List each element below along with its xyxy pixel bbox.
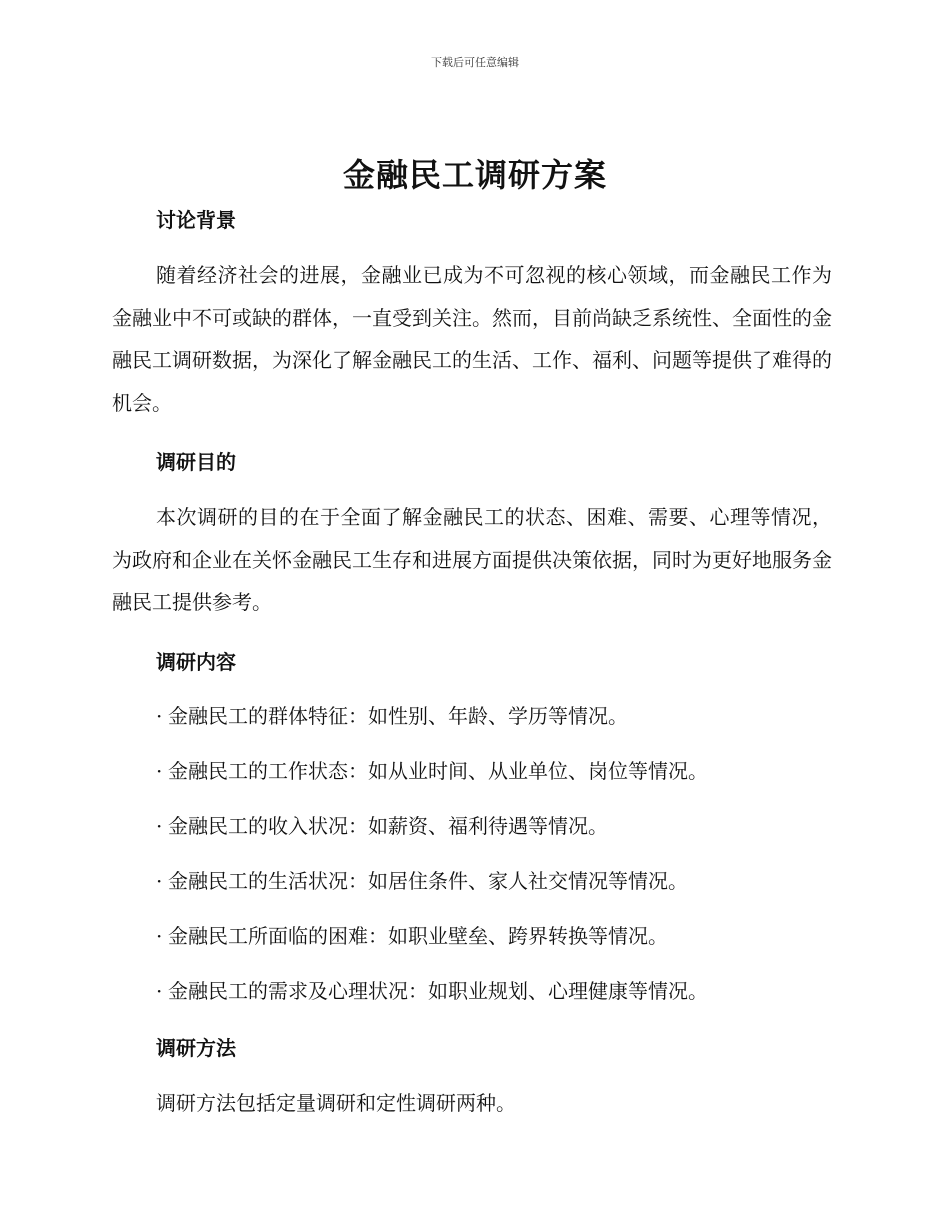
list-item-text: 金融民工的收入状况：如薪资、福利待遇等情况。 xyxy=(168,813,608,838)
document-body xyxy=(112,198,832,1140)
section-background xyxy=(112,198,832,424)
section-heading: 调研内容 xyxy=(156,649,236,674)
bullet-dot: · xyxy=(156,978,163,1003)
list-item xyxy=(112,696,832,736)
bullet-dot: · xyxy=(156,923,163,948)
section-paragraph: 随着经济社会的进展，金融业已成为不可忽视的核心领域，而金融民工作为金融业中不可或缺的群体，一直受到关注。然而，目前尚缺乏系统性、全面性的金融民工调研数据，为深化了解金融民工的生活、工作、福利、问题等提供了难得的机会。 xyxy=(112,263,832,415)
bullet-dot: · xyxy=(156,813,163,838)
section-paragraph: 调研方法包括定量调研和定性调研两种。 xyxy=(156,1090,516,1115)
list-item xyxy=(112,751,832,791)
section-method xyxy=(112,1026,832,1125)
list-item xyxy=(112,916,832,956)
section-heading: 调研目的 xyxy=(156,450,236,474)
section-purpose xyxy=(112,440,832,624)
list-item-text: 金融民工所面临的困难：如职业壁垒、跨界转换等情况。 xyxy=(168,923,668,948)
section-paragraph: 本次调研的目的在于全面了解金融民工的状态、困难、需要、心理等情况，为政府和企业在关怀金融民工生存和进展方面提供决策依据，同时为更好地服务金融民工提供参考。 xyxy=(112,505,832,614)
list-item xyxy=(112,861,832,901)
section-heading: 讨论背景 xyxy=(156,208,236,232)
list-item-text: 金融民工的群体特征：如性别、年龄、学历等情况。 xyxy=(168,703,628,728)
bullet-dot: · xyxy=(156,758,163,783)
page-header-note: 下载后可任意编辑 xyxy=(431,56,519,69)
list-item xyxy=(112,971,832,1011)
document-title: 金融民工调研方案 xyxy=(342,156,607,194)
list-item-text: 金融民工的需求及心理状况：如职业规划、心理健康等情况。 xyxy=(168,978,708,1003)
section-heading: 调研方法 xyxy=(156,1035,236,1060)
list-item xyxy=(112,806,832,846)
list-item-text: 金融民工的工作状态：如从业时间、从业单位、岗位等情况。 xyxy=(168,758,708,783)
section-content xyxy=(112,640,832,1011)
bullet-dot: · xyxy=(156,703,163,728)
bullet-dot: · xyxy=(156,868,163,893)
list-item-text: 金融民工的生活状况：如居住条件、家人社交情况等情况。 xyxy=(168,868,688,893)
